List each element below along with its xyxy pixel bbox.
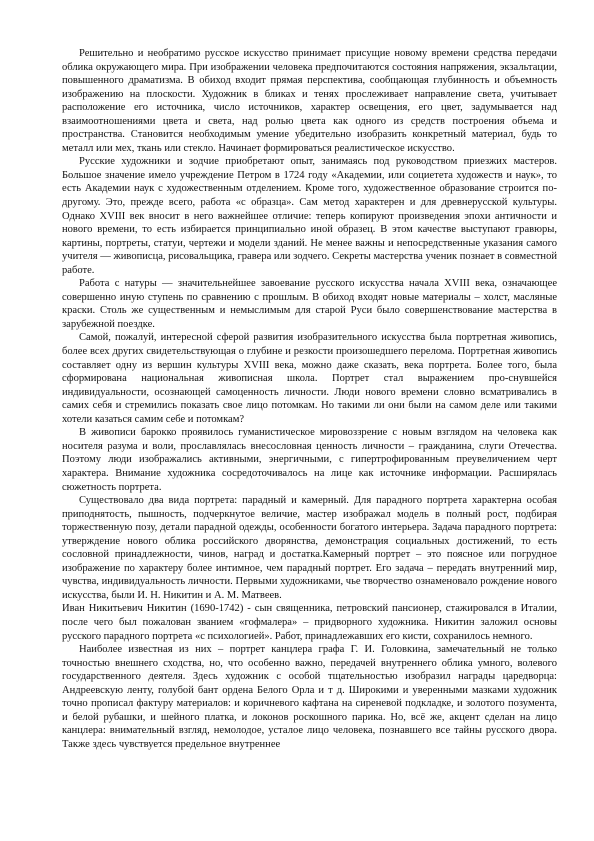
paragraph-portrait-types: Существовало два вида портрета: парадный и камерный. Для парадного портрета характерна особая приподнятость, пышность, подчеркнутое величие, мастер изображал модель в полный рост, подбирая торжественную позу, детали парадной одежды, особенности богатого интерьера. Задача парадного портрета: утверждение нового облика российского дворянства, демонстрация социальных достижений, то есть сословной принадлежности, чинов, наград и достатка.Камерный портрет – это поясное или погрудное изображение по характеру более интимное, чем парадный портрет. Его задача – передать внутренний мир, чувства, индивидуальность личности. Первыми художниками, чье творчество ознаменовало рождение нового искусства, были И. Н. Никитин и А. М. Матвеев. — [62, 495, 557, 601]
paragraph-working-from-nature: Работа с натуры — значительнейшее завоевание русского искусства начала XVIII века, означающее совершенно иную ступень по сравнению с прошлым. В обиход входят новые материалы – холст, масляные краски. Столь же существенным и немыслимым для старой Руси было совершенствование мастерства в зарубежной поездке. — [62, 278, 557, 330]
paragraph-artists-training: Русские художники и зодчие приобретают опыт, занимаясь под руководством приезжих мастеров. Большое значение имело учреждение Петром в 1724 году «Академии, или социетета художеств и наук», то есть Академии наук с художественным отделением. Кроме того, художественное образование строится по-другому. Это, прежде всего, работа «с образца». Сам метод характерен и для древнерусской культуры. Однако XVIII век вносит в него важнейшее отличие: теперь копируют произведения эпохи античности и нового времени, то есть избирается принципиально иной образец. В этом качестве выступают гравюры, картины, портреты, статуи, чертежи и модели зданий. Не менее важны и непосредственные указания самого учителя — живописца, рисовальщика, гравера или зодчего. Секреты мастерства ученик познает в совместной работе. — [62, 156, 557, 276]
paragraph-portrait-painting: Самой, пожалуй, интересной сферой развития изобразительного искусства была портретная живопись, более всех других свидетельствующая о глубине и резкости произошедшего перелома. Портретная живопись составляет одну из вершин культуры XVIII века, можно даже сказать, века портрета. Более того, была сформирована национальная живописная школа. Портрет стал выражением про-снувшейся индивидуальности, осознающей самоценность личности. Люди нового времени словно всматривались в самих себя и стремились показать свое лицо потомкам. Но такими ли они были на самом деле или такими хотели казаться самим себе и потомкам? — [62, 332, 557, 425]
paragraph-nikitin-biography: Иван Никитьевич Никитин (1690-1742) - сын священника, петровский пансионер, стажировался в Италии, после чего был пожалован званием «гофмалера» – придворного художника. Никитин заложил основы русского парадного портрета «с психологией». Работ, принадлежавших его кисти, сохранилось немного. — [62, 603, 557, 642]
document-page — [62, 47, 557, 750]
paragraph-artistic-means: Решительно и необратимо русское искусство принимает присущие новому времени средства передачи облика окружающего мира. При изображении человека предпочитаются состояния напряжения, экзальтации, повышенного драматизма. В обиход входит прямая перспектива, сообщающая глубинность и объемность изображению на плоскости. Художник в бликах и тенях прослеживает направление света, учитывает расположение его источника, число источников, характер освещения, его цвет, задумывается над взаимоотношениями цвета и света, над ролью цвета как одного из средств построения объема и пространства. Становится необходимым умение убедительно изобразить конкретный материал, будь то металл или мех, ткань или стекло. Начинает формироваться реалистическое искусство. — [62, 48, 557, 154]
paragraph-baroque-painting: В живописи барокко проявилось гуманистическое мировоззрение с новым взглядом на человека как носителя разума и воли, прославлялась внесословная ценность личности – гражданина, слуги Отечества. Поэтому люди изображались активными, энергичными, с гипертрофированным преувеличением черт характера. Внимание художника сосредоточивалось на лице как источнике информации. Расширялась сюжетность портрета. — [62, 427, 557, 493]
paragraph-golovkin-portrait: Наиболее известная из них – портрет канцлера графа Г. И. Головкина, замечательный не только точностью внешнего сходства, но, что особенно важно, передачей внутреннего облика умного, волевого государственного деятеля. Здесь художник с особой тщательностью изобразил награды царедворца: Андреевскую ленту, голубой бант ордена Белого Орла и т д. Широкими и уверенными мазками художник точно прописал фактуру материалов: и коричневого кафтана на сиреневой подкладке, и золотого позумента, и белой рубашки, и шейного платка, и локонов роскошного парика. Но, всё же, акцент сделан на лицо канцлера: внимательный взгляд, немолодое, усталое лицо человека, познавшего все тайны русского двора. Также здесь чувствуется предельное внутреннее — [62, 644, 557, 750]
